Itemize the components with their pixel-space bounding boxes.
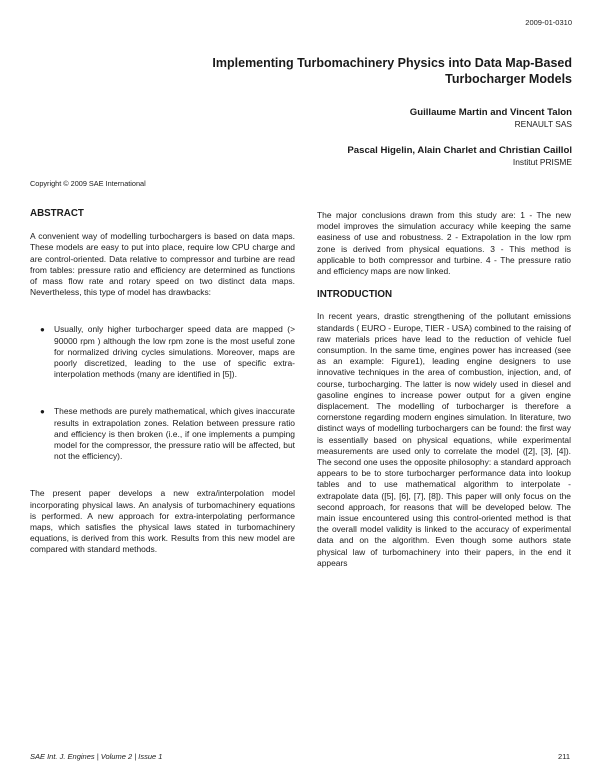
introduction-heading: INTRODUCTION: [317, 289, 393, 301]
author-affiliation: Institut PRISME: [512, 157, 572, 167]
abstract-heading: ABSTRACT: [30, 208, 84, 219]
list-item-text: Usually, only higher turbocharger speed data are mapped (> 90000 rpm ) although the low rpm zone is the most useful zone for normalized driving cycles simulations. Moreover, maps are poorly discretized, leading to the use of specific extra-interpolation methods (many are identified in [5]).: [54, 324, 295, 380]
copyright-notice: Copyright © 2009 SAE International: [30, 179, 146, 188]
page-number: 211: [558, 752, 570, 761]
title-line-2: Turbocharger Models: [445, 71, 572, 86]
bullet-icon: ●: [40, 325, 45, 335]
right-column: [317, 210, 571, 569]
author-group-1: [410, 107, 572, 130]
author-affiliation: RENAULT SAS: [514, 119, 572, 129]
abstract-paragraph-2: The present paper develops a new extra/interpolation model incorporating physical laws. An analysis of turbomachinery equations is performed. A new approach for extra-interpolating performance maps, which satisfies the physical laws stated in turbomachinery equations, is derived from this work. Results from this new model are compared with standard methods.: [30, 488, 295, 555]
list-item: [30, 324, 295, 380]
left-column: [30, 208, 295, 556]
journal-footer: SAE Int. J. Engines | Volume 2 | Issue 1: [30, 752, 163, 761]
conclusions-paragraph: The major conclusions drawn from this study are: 1 - The new model improves the simulation accuracy while keeping the same easiness of use and robustness. 2 - Extrapolation in the low rpm zone is derived from physical equations. 3 - This method is applicable to both compressor and turbine. 4 - The pressure ratio and efficiency maps are now linked.: [317, 210, 571, 277]
introduction-paragraph: In recent years, drastic strengthening of the pollutant emissions standards ( EURO - Europe, TIER - USA) combined to the raising of raw materials prices have lead to the reduction of vehicle fuel consumption. In the same time, engines power has increased (see as an example: Figure1), leading engine designers to use innovative techniques in the area of combustion, injection, and, of course, turbocharging. The latter is now widely used in diesel and gasoline engines to increase power output for a given engine displacement. The modelling of turbocharger is therefore a cornerstone regarding modern engines simulation. In literature, two distinct ways of modelling turbochargers can be found: the first way is essentially based on physical equations, while experimental measurements are used only to correlate the model ([2], [3], [4]). The second one uses the opposite philosophy: a standard approach appears to be to store turbocharger performance data into lookup tables and to use mathematical algorithm to interpolate - extrapolate data ([5], [6], [7], [8]). This paper will only focus on the second approach, for reasons that will be developed below. The main issue encountered using this control-oriented method is that the overall model validity is linked to the accuracy of experimental data and on the algorithm. Even though some authors state physical law of turbomachinery into their papers, in the end it appears: [317, 311, 572, 568]
bullet-icon: ●: [40, 407, 45, 417]
author-names: Pascal Higelin, Alain Charlet and Christian Caillol: [347, 145, 572, 156]
drawbacks-list: [30, 324, 295, 462]
paper-id: 2009-01-0310: [525, 18, 572, 27]
abstract-paragraph-1: A convenient way of modelling turbochargers is based on data maps. These models are easy to put into place, require low CPU charge and are control-oriented. Data relative to compressor and turbine are read from tables: pressure ratio and efficiency are determined as functions of mass flow rate and rotary speed on two distinct data maps. Nevertheless, this type of model has drawbacks:: [30, 231, 295, 298]
list-item: [30, 406, 295, 462]
author-group-2: [347, 145, 572, 168]
list-item-text: These methods are purely mathematical, which gives inaccurate results in extrapolation zones. Relation between pressure ratio and efficiency is then broken (i.e., if one implements a pumping model for the compressor, the pressure ratio will be affected, but not the efficiency).: [54, 406, 295, 462]
paper-title: [132, 56, 572, 87]
title-line-1: Implementing Turbomachinery Physics into Data Map-Based: [212, 56, 572, 70]
author-names: Guillaume Martin and Vincent Talon: [409, 107, 572, 118]
